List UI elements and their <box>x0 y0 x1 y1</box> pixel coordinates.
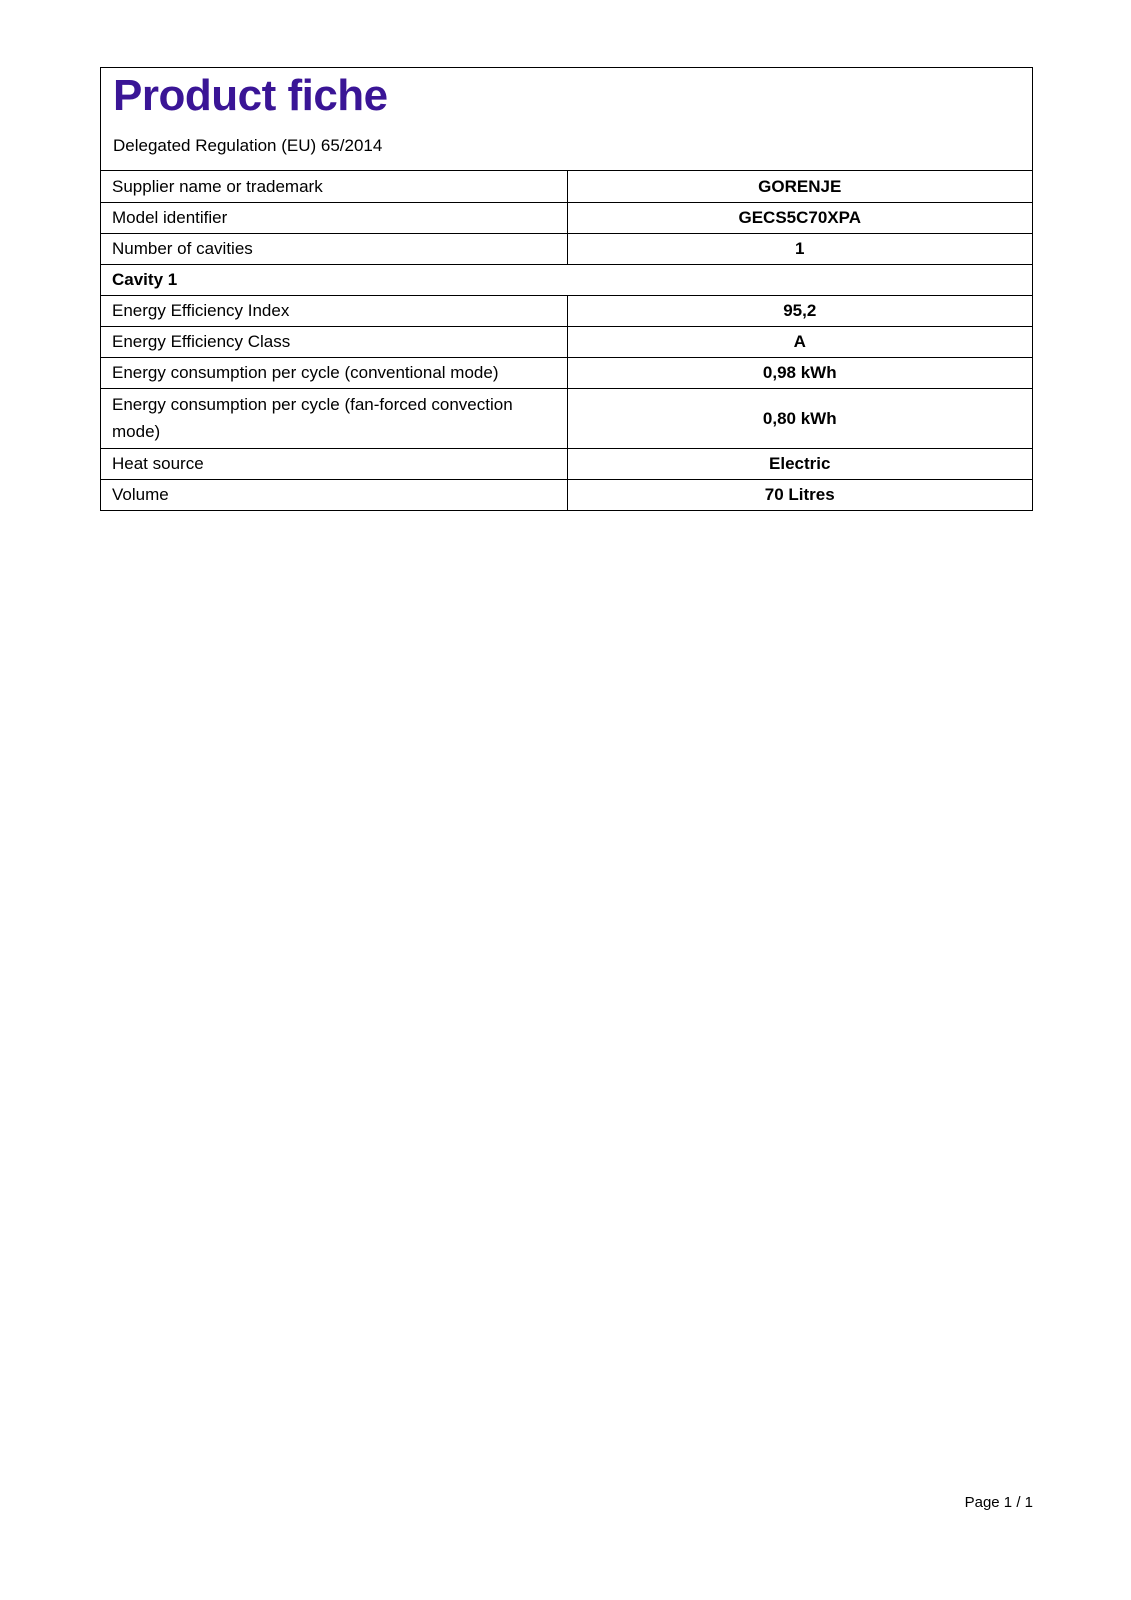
row-label: Number of cavities <box>101 233 567 264</box>
row-label: Energy consumption per cycle (fan-forced convection mode) <box>101 388 567 448</box>
row-label: Energy Efficiency Class <box>101 326 567 357</box>
product-fiche <box>100 67 1033 511</box>
section-label: Cavity 1 <box>101 264 1032 295</box>
row-value: GECS5C70XPA <box>567 202 1032 233</box>
section-row <box>101 264 1032 295</box>
table-row <box>101 326 1032 357</box>
table-row <box>101 233 1032 264</box>
page-number: Page 1 / 1 <box>964 1494 1033 1511</box>
table-row <box>101 357 1032 388</box>
row-label: Energy Efficiency Index <box>101 295 567 326</box>
row-value: 0,98 kWh <box>567 357 1032 388</box>
table-row <box>101 479 1032 510</box>
table-row <box>101 448 1032 479</box>
row-label: Energy consumption per cycle (conventional mode) <box>101 357 567 388</box>
product-data-table <box>101 171 1032 510</box>
row-value: Electric <box>567 448 1032 479</box>
row-value: A <box>567 326 1032 357</box>
row-value: 0,80 kWh <box>567 388 1032 448</box>
table-row <box>101 295 1032 326</box>
row-value: 70 Litres <box>567 479 1032 510</box>
table-row <box>101 202 1032 233</box>
row-value: 1 <box>567 233 1032 264</box>
row-label: Volume <box>101 479 567 510</box>
row-value: GORENJE <box>758 176 842 196</box>
table-row <box>101 171 1032 202</box>
row-value: 95,2 <box>567 295 1032 326</box>
fiche-header <box>101 68 1032 171</box>
row-label: Model identifier <box>101 202 567 233</box>
row-label: Supplier name or trademark <box>101 171 567 202</box>
table-row <box>101 388 1032 448</box>
regulation-subtitle: Delegated Regulation (EU) 65/2014 <box>113 136 383 155</box>
page-title: Product fiche <box>113 71 388 120</box>
row-label: Heat source <box>101 448 567 479</box>
